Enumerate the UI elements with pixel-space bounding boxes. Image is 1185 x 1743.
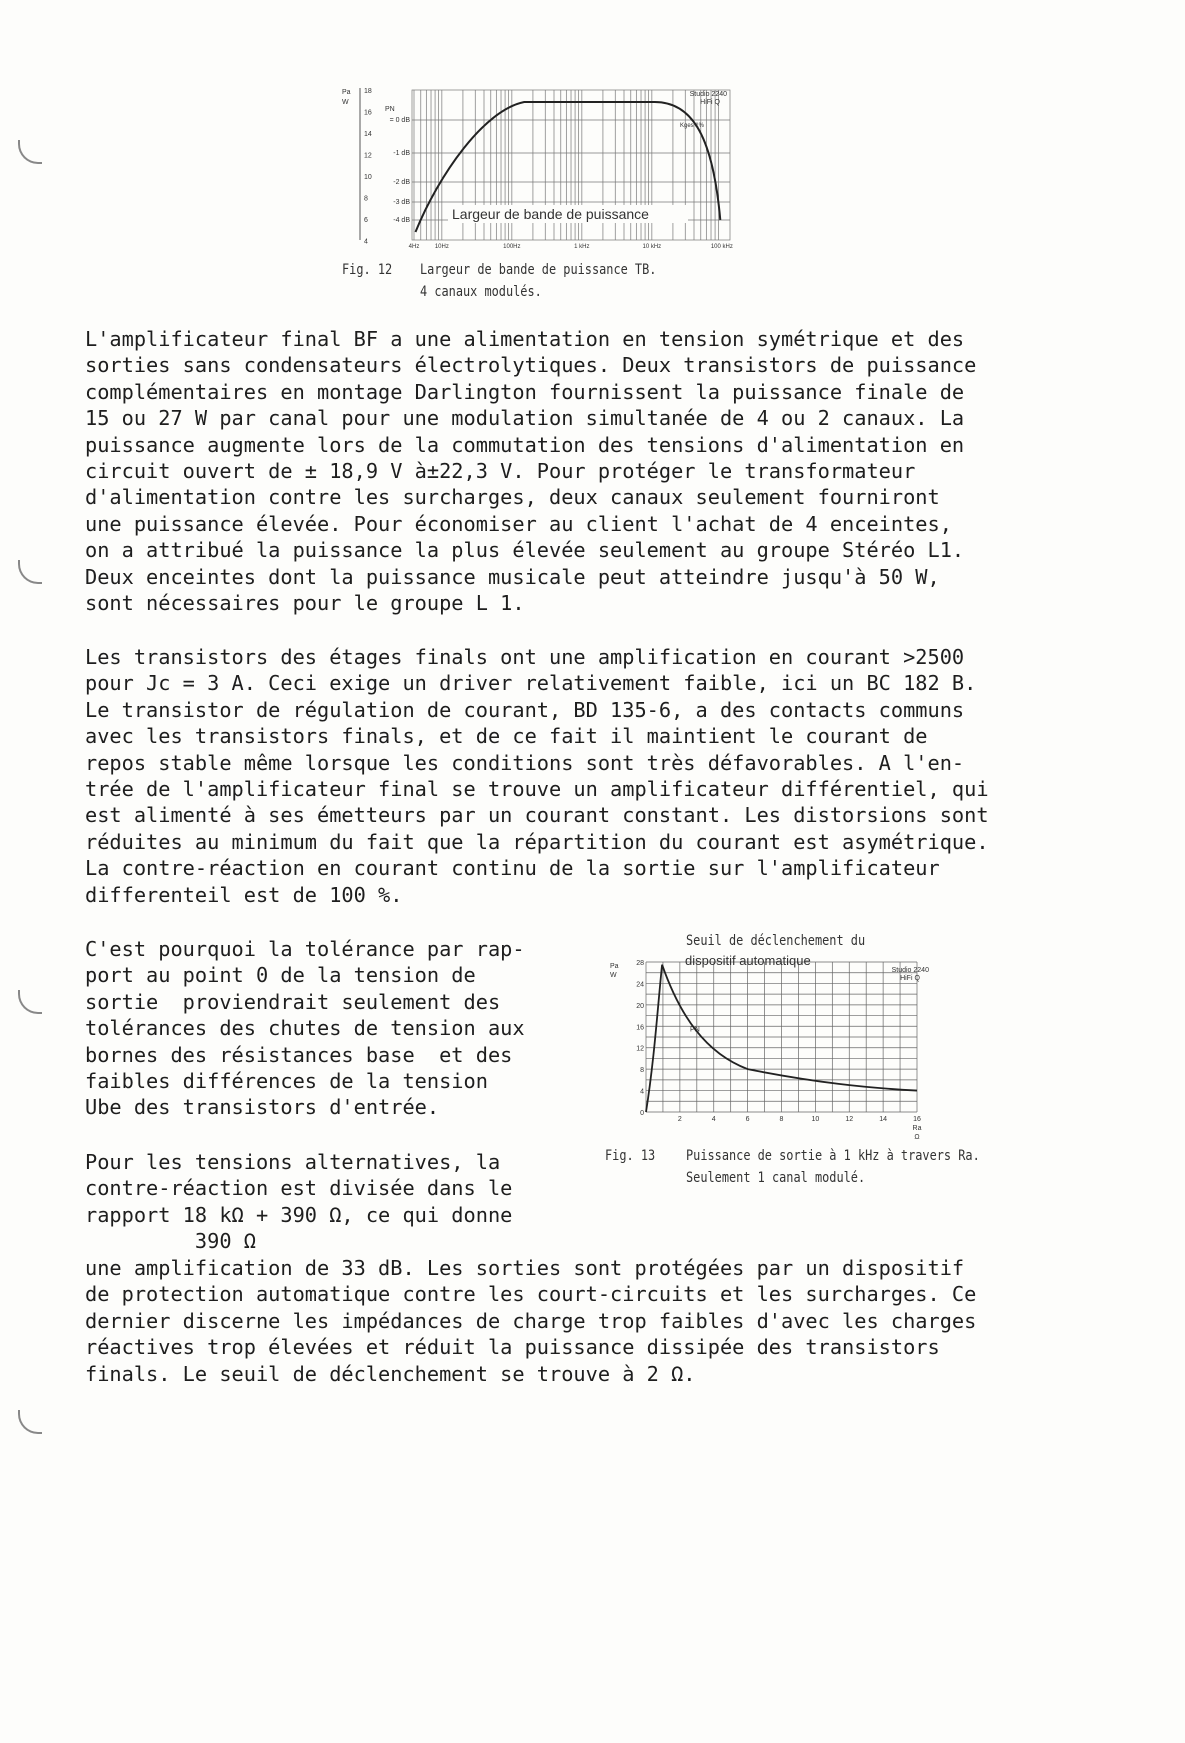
x-tick-label: 10 kHz [642,244,662,250]
punch-hole-mark [18,990,42,1014]
x-tick-label: 100 kHz [710,244,733,250]
paragraph-2 [85,644,989,908]
y-tick-label: 4 [364,238,368,246]
text-line: La contre-réaction en courant continu de la sortie sur l'amplificateur [85,856,940,881]
fig13-annotation: Seuil de déclenchement du [686,933,866,949]
figure-13-output-power-chart [600,950,940,1150]
x-tick-label: 6 [745,1116,750,1123]
text-line: réduites au minimum du fait que la répartition du courant est asymétrique. [85,829,989,854]
text-line: Le transistor de régulation de courant, BD 135-6, a des contacts communs [85,697,965,722]
y-axis-label: Pa [342,89,351,96]
curve-label: Kges 1% [680,123,705,129]
x-tick-label: 10Hz [434,244,449,250]
text-line: de protection automatique contre les court-circuits et les surcharges. Ce [85,1282,977,1307]
x-axis-label: Ra [912,1125,922,1132]
text-line: rapport 18 kΩ + 390 Ω, ce qui donne [85,1202,513,1227]
text-line: dernier discerne les impédances de charge trop faibles d'avec les charges [85,1308,977,1333]
text-line: circuit ouvert de ± 18,9 V à±22,3 V. Pour protéger le transformateur [85,458,916,483]
y-tick-label: 12 [636,1045,644,1053]
text-line: est alimenté à ses émetteurs par un courant constant. Les distorsions sont [85,803,989,828]
x-tick-label: 4Hz [408,244,420,250]
text-line: port au point 0 de la tension de [85,963,476,988]
text-line: bornes des résistances base et des [85,1042,513,1067]
y-tick-label: 24 [636,981,644,989]
fig13-caption-number: Fig. 13 [605,1148,656,1164]
y-tick-label: 20 [636,1002,644,1010]
text-line: on a attribué la puissance la plus élevée seulement au groupe Stéréo L1. [85,538,965,563]
brand-label: Studio 2240 [891,967,929,974]
paragraph-5 [85,1255,976,1387]
y-tick-label: 16 [364,109,372,117]
paragraph-3 [85,936,525,1121]
y-tick-label: 18 [364,88,372,95]
text-line: réactives trop élevées et réduit la puissance dissipée des transistors [85,1335,940,1360]
text-line: une puissance élevée. Pour économiser au client l'achat de 4 enceintes, [85,511,952,536]
y-tick-label: 14 [364,131,372,138]
y-tick-label: 8 [364,195,368,203]
text-line: trée de l'amplificateur final se trouve un amplificateur différentiel, qui [85,776,989,801]
y-tick-label: 6 [364,217,368,224]
paragraph-4 [85,1149,512,1255]
fig12-caption-number: Fig. 12 [342,262,393,278]
text-line: tolérances des chutes de tension aux [85,1016,525,1041]
y-axis-label: Pa [610,963,619,970]
x-tick-label: 10 [811,1116,820,1123]
text-line: sorties sans condensateurs électrolytiques. Deux transistors de puissance [85,353,977,378]
text-line: Deux enceintes dont la puissance musicale peut atteindre jusqu'à 50 W, [85,564,940,589]
x-tick-label: 4 [711,1116,716,1123]
brand-label: HiFi Q [700,99,720,106]
y-tick-label: 0 [640,1110,644,1117]
annotation: dispositif automatique [685,953,811,968]
x-tick-label: 100Hz [503,244,521,250]
text-line: L'amplificateur final BF a une alimentation en tension symétrique et des [85,327,965,351]
db-label: -1 dB [393,150,410,157]
y-tick-label: 4 [640,1088,644,1096]
text-line: repos stable même lorsque les conditions sont très défavorables. A l'en- [85,750,965,775]
pn-label: PN [385,106,395,113]
db-label: = 0 dB [389,117,410,124]
y-axis-label: W [610,972,617,979]
text-line: sont nécessaires pour le groupe L 1. [85,590,525,615]
text-line: Pour les tensions alternatives, la [85,1150,501,1174]
text-line: une amplification de 33 dB. Les sorties sont protégées par un dispositif [85,1256,965,1280]
text-line: C'est pourquoi la tolérance par rap- [85,937,525,961]
db-label: -2 dB [393,179,410,186]
x-tick-label: 16 [913,1116,921,1123]
text-line: sortie proviendrait seulement des [85,989,501,1014]
text-line: 15 ou 27 W par canal pour une modulation simultanée de 4 ou 2 canaux. La [85,406,965,431]
x-tick-label: 12 [845,1116,854,1123]
punch-hole-mark [18,1410,42,1434]
y-tick-label: 16 [636,1024,644,1032]
y-tick-label: 28 [636,960,644,967]
brand-label: Studio 2240 [689,91,727,98]
y-axis-label: W [342,99,349,106]
text-line: 390 Ω [85,1229,256,1254]
text-line: d'alimentation contre les surcharges, deux canaux seulement fourniront [85,485,940,510]
brand-label: HiFi Q [900,975,920,982]
fig12-caption-line: 4 canaux modulés. [420,284,542,300]
fig13-caption-line: Seulement 1 canal modulé. [686,1170,866,1186]
db-label: -4 dB [393,217,410,224]
paragraph-1 [85,326,976,616]
inner-label: Largeur de bande de puissance [452,206,649,222]
x-axis-label: Ω [914,1134,920,1141]
text-line: differenteil est de 100 %. [85,882,403,907]
figure-12-power-bandwidth-chart [330,80,750,260]
text-line: Ube des transistors d'entrée. [85,1095,440,1120]
fig13-caption-line: Puissance de sortie à 1 kHz à travers Ra. [686,1148,980,1164]
text-line: complémentaires en montage Darlington fournissent la puissance finale de [85,379,965,404]
text-line: contre-réaction est divisée dans le [85,1176,513,1201]
punch-hole-mark [18,140,42,164]
x-tick-label: 8 [779,1116,784,1123]
x-tick-label: 14 [879,1116,888,1123]
text-line: finals. Le seuil de déclenchement se trouve à 2 Ω. [85,1361,696,1386]
fig12-caption-line: Largeur de bande de puissance TB. [420,262,657,278]
y-tick-label: 8 [640,1067,644,1075]
punch-hole-mark [18,560,42,584]
text-line: faibles différences de la tension [85,1068,488,1093]
y-tick-label: 12 [364,152,372,160]
text-line: Les transistors des étages finals ont une amplification en courant >2500 [85,645,965,669]
text-line: puissance augmente lors de la commutation des tensions d'alimentation en [85,432,965,457]
text-line: pour Jc = 3 A. Ceci exige un driver relativement faible, ici un BC 182 B. [85,671,977,696]
x-tick-label: 2 [677,1116,682,1123]
y-tick-label: 10 [364,174,372,181]
text-line: avec les transistors finals, et de ce fait il maintient le courant de [85,724,928,749]
db-label: -3 dB [393,199,410,206]
x-tick-label: 1 kHz [574,244,590,250]
curve-label: PN [690,1026,700,1034]
